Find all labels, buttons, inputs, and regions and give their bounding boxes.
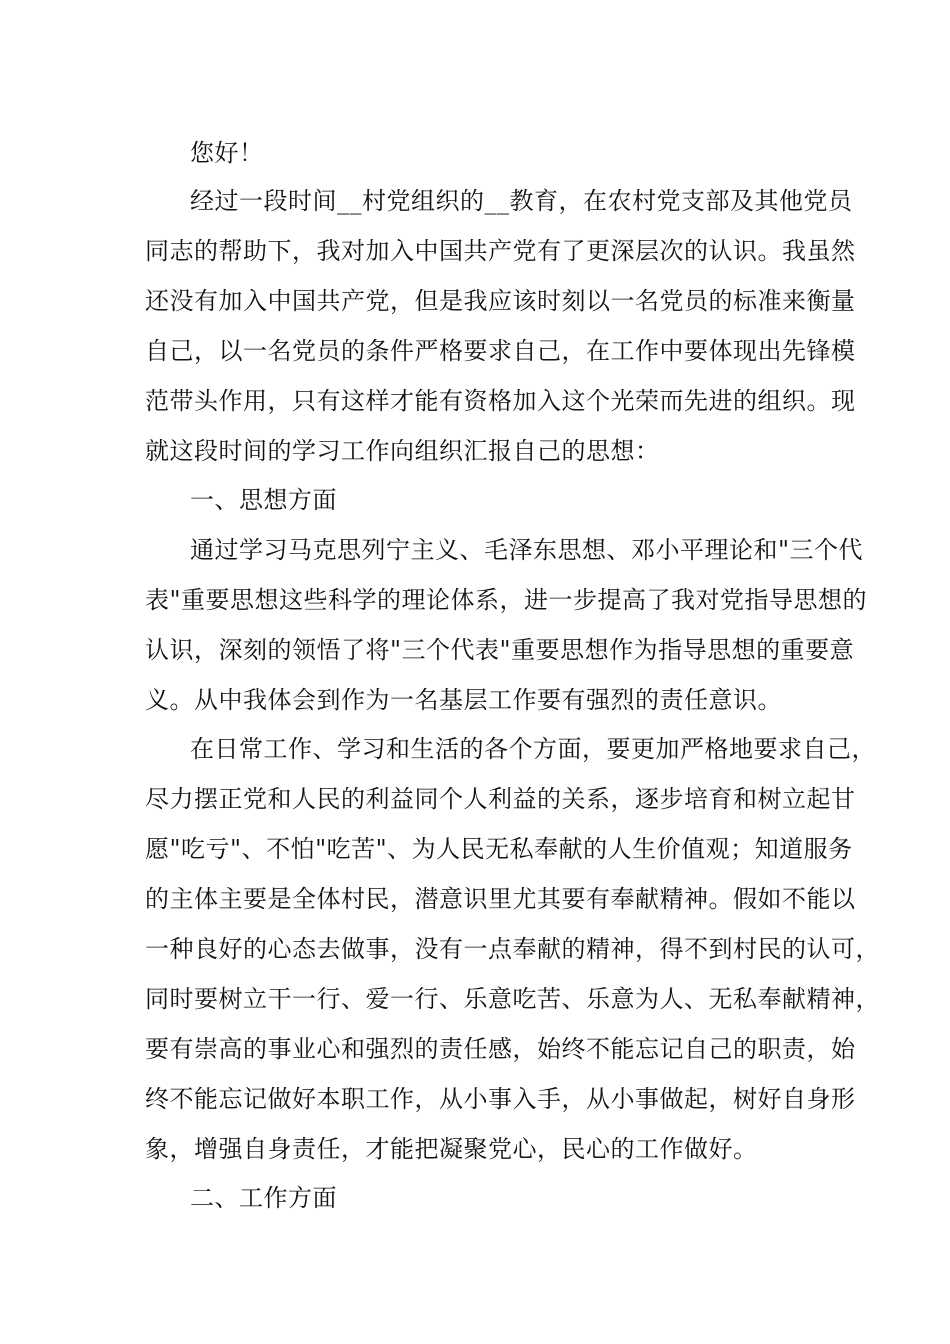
paragraph-line: 还没有加入中国共产党，但是我应该时刻以一名党员的标准来衡量 xyxy=(145,287,856,315)
paragraph-line: 要有崇高的事业心和强烈的责任感，始终不能忘记自己的职责，始 xyxy=(145,1035,856,1063)
paragraph-line: 经过一段时间__村党组织的__教育，在农村党支部及其他党员 xyxy=(190,187,853,215)
paragraph-line: 同时要树立干一行、爱一行、乐意吃苦、乐意为人、无私奉献精神， xyxy=(145,985,880,1013)
paragraph-line: 义。从中我体会到作为一名基层工作要有强烈的责任意识。 xyxy=(145,686,782,714)
paragraph-line: 表"重要思想这些科学的理论体系，进一步提高了我对党指导思想的 xyxy=(145,586,868,614)
section-heading-work: 二、工作方面 xyxy=(190,1184,337,1212)
paragraph-line: 象，增强自身责任，才能把凝聚党心，民心的工作做好。 xyxy=(145,1135,758,1163)
paragraph-line: 的主体主要是全体村民，潜意识里尤其要有奉献精神。假如不能以 xyxy=(145,885,856,913)
paragraph-line: 就这段时间的学习工作向组织汇报自己的思想： xyxy=(145,437,660,465)
paragraph-line: 认识，深刻的领悟了将"三个代表"重要思想作为指导思想的重要意 xyxy=(145,636,855,664)
paragraph-line: 在日常工作、学习和生活的各个方面，要更加严格地要求自己， xyxy=(190,735,876,763)
paragraph-line: 一种良好的心态去做事，没有一点奉献的精神，得不到村民的认可， xyxy=(145,935,880,963)
paragraph-line: 范带头作用，只有这样才能有资格加入这个光荣而先进的组织。现 xyxy=(145,387,856,415)
paragraph-line: 尽力摆正党和人民的利益同个人利益的关系，逐步培育和树立起甘 xyxy=(145,785,856,813)
paragraph-line: 终不能忘记做好本职工作，从小事入手，从小事做起，树好自身形 xyxy=(145,1085,856,1113)
paragraph-line: 通过学习马克思列宁主义、毛泽东思想、邓小平理论和"三个代 xyxy=(190,536,864,564)
paragraph-line: 同志的帮助下，我对加入中国共产党有了更深层次的认识。我虽然 xyxy=(145,237,856,265)
paragraph-line: 自己，以一名党员的条件严格要求自己，在工作中要体现出先锋模 xyxy=(145,337,856,365)
greeting: 您好！ xyxy=(190,139,264,167)
paragraph-line: 愿"吃亏"、不怕"吃苦"、为人民无私奉献的人生价值观；知道服务 xyxy=(145,835,853,863)
section-heading-thought: 一、思想方面 xyxy=(190,486,337,514)
